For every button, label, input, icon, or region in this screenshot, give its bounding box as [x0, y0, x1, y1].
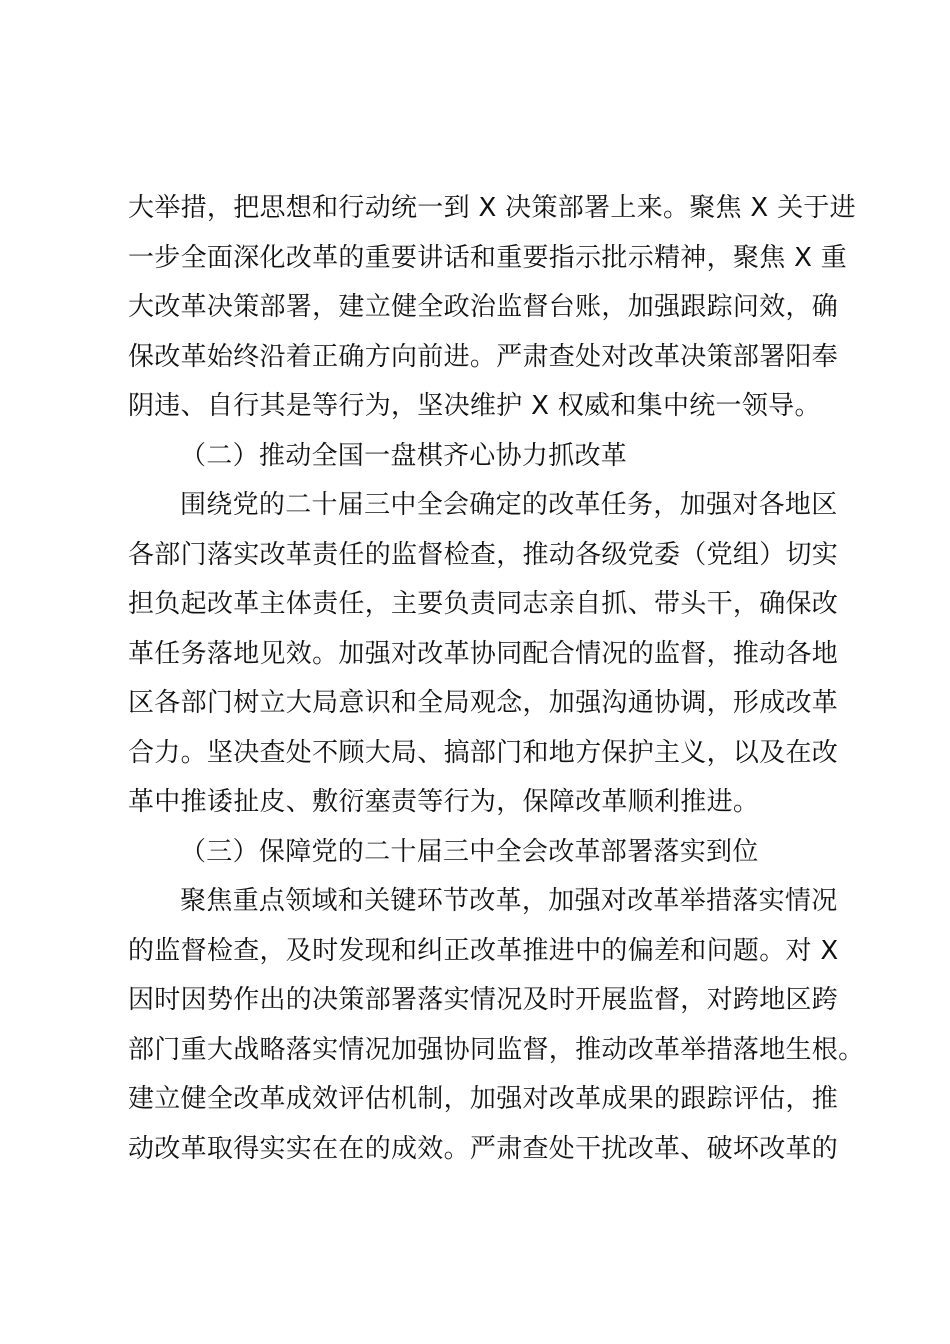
text-line: 围绕党的二十届三中全会确定的改革任务，加强对各地区	[180, 490, 838, 520]
section-heading-3: （三）保障党的二十届三中全会改革部署落实到位	[180, 836, 759, 867]
text-line: 革中推诿扯皮、敷衍塞责等行为，保障改革顺利推进。	[128, 787, 760, 817]
document-body	[128, 184, 865, 1174]
section-heading-2: （二）推动全国一盘棋齐心协力抓改革	[180, 440, 628, 471]
text-line: 革任务落地见效。加强对改革协同配合情况的监督，推动各地	[128, 638, 839, 669]
text-line: 部门重大战略落实情况加强协同监督，推动改革举措落地生根。	[128, 1034, 865, 1065]
text-line: 的监督检查，及时发现和纠正改革推进中的偏差和问题。对 X	[128, 935, 839, 966]
text-line: 担负起改革主体责任，主要负责同志亲自抓、带头干，确保改	[128, 589, 839, 619]
paragraph-section-3	[128, 877, 865, 1174]
text-line: 区各部门树立大局意识和全局观念，加强沟通协调，形成改革	[128, 688, 839, 718]
text-line: 因时因势作出的决策部署落实情况及时开展监督，对跨地区跨	[128, 985, 839, 1015]
text-line: 建立健全改革成效评估机制，加强对改革成果的跟踪评估，推	[128, 1084, 839, 1114]
text-line: 保改革始终沿着正确方向前进。严肃查处对改革决策部署阳奉	[128, 341, 839, 372]
text-line: 大改革决策部署，建立健全政治监督台账，加强跟踪问效，确	[128, 292, 839, 322]
text-line: 阴违、自行其是等行为，坚决维护 X 权威和集中统一领导。	[128, 391, 821, 421]
text-line: 大举措，把思想和行动统一到 X 决策部署上来。聚焦 X 关于进	[128, 193, 856, 223]
text-line: 聚焦重点领域和关键环节改革，加强对改革举措落实情况	[180, 886, 838, 916]
text-line: 合力。坚决查处不顾大局、搞部门和地方保护主义，以及在改	[128, 737, 839, 768]
text-line: 一步全面深化改革的重要讲话和重要指示批示精神，聚焦 X 重	[128, 242, 848, 273]
paragraph-continuation	[128, 184, 856, 432]
paragraph-section-2	[128, 481, 839, 828]
text-line: 动改革取得实实在在的成效。严肃查处干扰改革、破坏改革的	[128, 1133, 839, 1164]
text-line: 各部门落实改革责任的监督检查，推动各级党委（党组）切实	[128, 539, 839, 570]
